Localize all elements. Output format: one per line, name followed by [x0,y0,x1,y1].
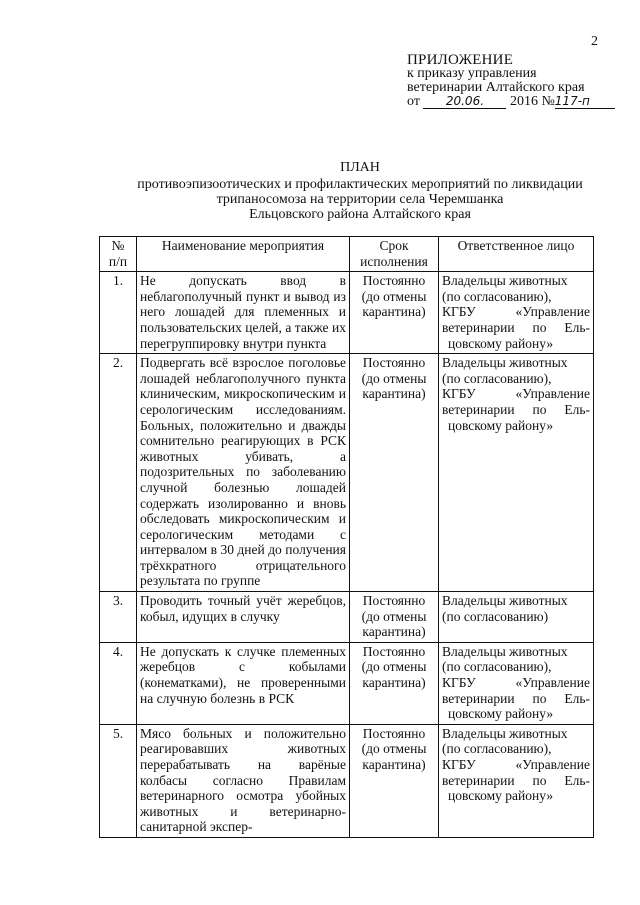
term-line: (до отмены [361,288,427,304]
responsible-line: ветеринарии по Ель- [442,319,590,335]
plan-title-block [70,160,640,222]
row-number: 5. [100,724,137,837]
table-row [100,642,594,724]
responsible-line: Владельцы животных [442,643,568,659]
measure-name: Мясо больных и положительно реагировавших животных перерабатывать на варёные колбасы согласно Правилам ветеринарного осмотра убойных животных и ветеринарно-санитарной экспер- [137,724,350,837]
execution-term [350,354,439,592]
responsible-line: (по согласованию), [442,288,552,304]
execution-term [350,724,439,837]
term-line: Постоянно [362,593,426,609]
appendix-date-line [407,95,615,109]
appendix-title: ПРИЛОЖЕНИЕ [407,52,514,68]
responsible-person [439,272,594,354]
table-header-row [100,237,594,272]
responsible-line: ветеринарии по Ель- [442,772,590,788]
responsible-person [439,354,594,592]
responsible-line: цовскому району» [448,417,554,433]
page-number: 2 [591,34,598,49]
handwritten-order-number: 117-п [554,94,590,108]
responsible-line: (по согласованию), [442,370,552,386]
term-line: карантина) [362,675,426,691]
term-line: карантина) [362,624,426,640]
responsible-line: Владельцы животных [442,355,568,371]
responsible-line: цовскому району» [448,706,554,722]
responsible-line: (по согласованию), [442,659,552,675]
responsible-line: Владельцы животных [442,725,568,741]
row-number: 1. [100,272,137,354]
term-line: Постоянно [362,273,426,289]
row-number: 3. [100,592,137,643]
measure-name: Не допускать ввод в неблагополучный пункт и вывод из него лошадей для племенных и пользовательских целей, а также их перегруппировку внутри пункта [137,272,350,354]
appendix-block [407,53,615,109]
header-responsible: Ответственное лицо [439,237,594,272]
row-number: 4. [100,642,137,724]
term-line: Постоянно [362,643,426,659]
term-line: карантина) [362,304,426,320]
table-row [100,592,594,643]
responsible-line: КГБУ «Управление [442,757,590,772]
responsible-person [439,592,594,643]
responsible-line: (по согласованию) [442,608,549,624]
responsible-line: ветеринарии по Ель- [442,690,590,706]
table-row [100,272,594,354]
responsible-line: КГБУ «Управление [442,304,590,320]
plan-subtitle-line-1: противоэпизоотических и профилактических мероприятий по ликвидации [137,177,583,192]
term-line: (до отмены [361,659,427,675]
responsible-line: Владельцы животных [442,273,568,289]
table-row [100,724,594,837]
from-label: от [407,94,420,109]
execution-term [350,272,439,354]
execution-term [350,642,439,724]
responsible-line: цовскому району» [448,788,554,804]
execution-term [350,592,439,643]
term-line: карантина) [362,386,426,402]
responsible-line: Владельцы животных [442,593,568,609]
plan-subtitle-line-3: Ельцовского района Алтайского края [249,207,471,222]
term-line: (до отмены [361,370,427,386]
header-num: № п/п [100,237,137,272]
year-number-label: 2016 № [509,94,555,109]
table-row [100,354,594,592]
term-line: Постоянно [362,725,426,741]
responsible-line: ветеринарии по Ель- [442,401,590,417]
responsible-person [439,642,594,724]
measure-name: Проводить точный учёт жеребцов, кобыл, идущих в случку [137,592,350,643]
appendix-order-line: к приказу управления [407,66,537,81]
handwritten-date: 20.06. [445,94,485,108]
row-number: 2. [100,354,137,592]
term-line: Постоянно [362,355,426,371]
term-line: (до отмены [361,741,427,757]
term-line: (до отмены [361,608,427,624]
term-line: карантина) [362,757,426,772]
plan-subtitle-line-2: трипаносомоза на территории села Черемшанка [216,192,504,207]
header-term: Срок исполнения [350,237,439,272]
header-name: Наименование мероприятия [137,237,350,272]
plan-table [99,236,594,838]
responsible-person [439,724,594,837]
plan-title: ПЛАН [340,160,380,175]
measure-name: Подвергать всё взрослое поголовье лошадей неблагополучного пункта клиническим, микроскопическим и серологическим исследованиям. Больных, положительно и дважды сомнительно реагирующих в РСК животных убивать, а подозрительных по заболеванию случной болезнью лошадей содержать изолированно и вновь обследовать микроскопическим и серологическим методами с интервалом в 30 дней до получения трёхкратного отрицательного результата по группе [137,354,350,592]
responsible-line: КГБУ «Управление [442,675,590,691]
responsible-line: цовскому району» [448,335,554,351]
responsible-line: КГБУ «Управление [442,386,590,402]
appendix-department-line: ветеринарии Алтайского края [407,80,585,95]
measure-name: Не допускать к случке племенных жеребцов с кобылами (конематками), не проверенными на случную болезнь в РСК [137,642,350,724]
responsible-line: (по согласованию), [442,741,552,757]
